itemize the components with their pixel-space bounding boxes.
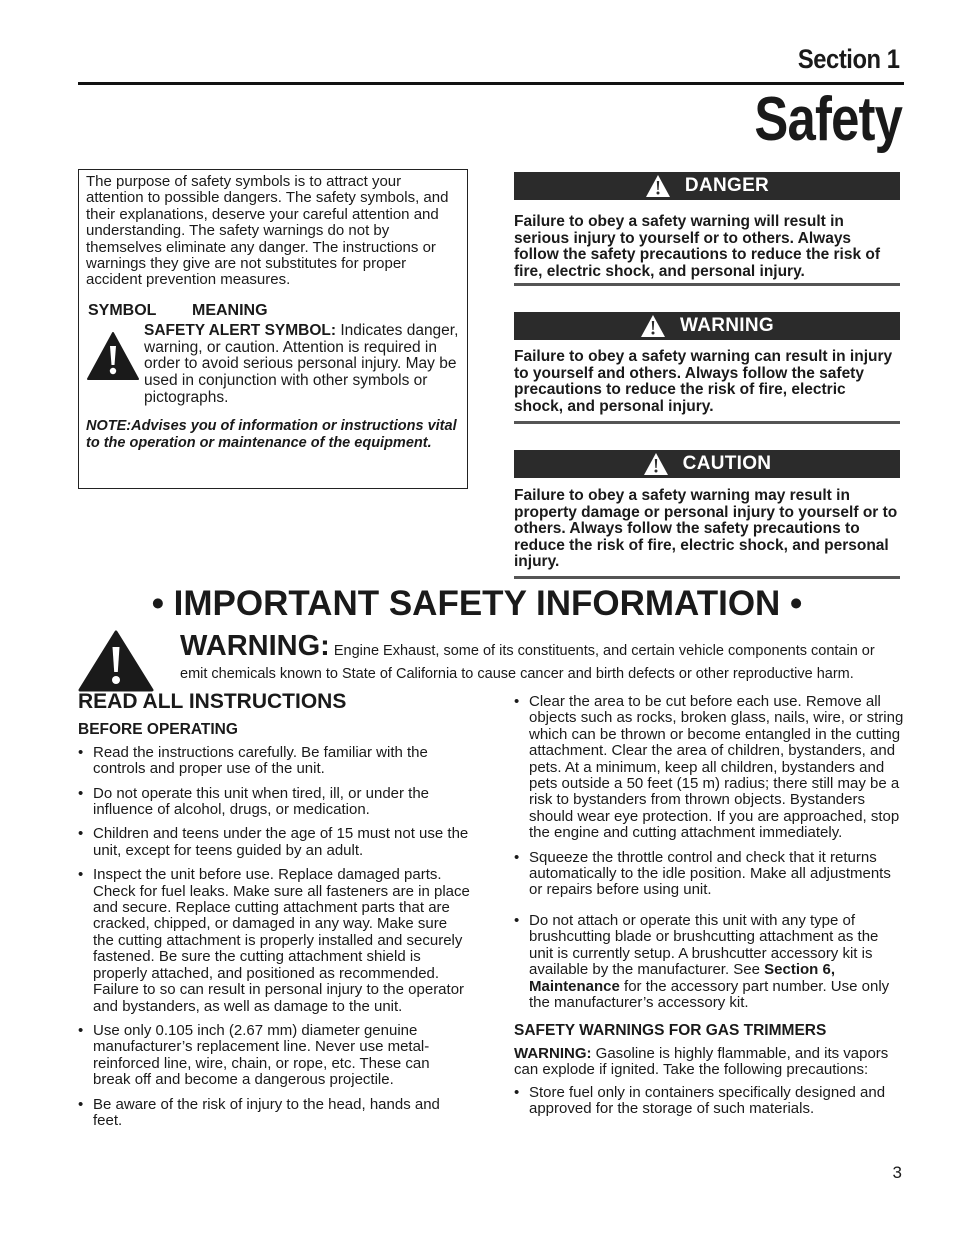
danger-rule	[514, 283, 900, 286]
page-number: 3	[892, 1163, 902, 1182]
before-operating-list	[78, 745, 470, 1130]
important-safety-title: • IMPORTANT SAFETY INFORMATION •	[151, 584, 803, 623]
california-warning-text-2: emit chemicals known to State of California to cause cancer and birth defects or other reproductive harm.	[180, 666, 854, 682]
brush-item-post: for the accessory part number. Use only the manufacturer’s accessory kit.	[529, 977, 890, 1011]
list-item: • Be aware of the risk of injury to the head, hands and feet.	[78, 1097, 470, 1130]
meaning-column-header: MEANING	[192, 301, 268, 319]
california-warning-line1	[180, 630, 910, 663]
gas-warning-text: Gasoline is highly flammable, and its vapors can explode if ignited. Take the following precautions:	[514, 1044, 889, 1079]
symbol-table-header	[86, 303, 460, 319]
brush-item-pre: Do not attach or operate this unit with any type of brushcutting blade or brushcutting attachment as the unit is currently setup. A brushcutter accessory kit is available by the manufacturer. See	[529, 911, 879, 979]
before-operating-heading: BEFORE OPERATING	[78, 721, 238, 739]
read-all-instructions-heading: READ ALL INSTRUCTIONS	[78, 690, 347, 713]
california-warning-label: WARNING:	[180, 630, 330, 662]
warning-triangle-icon	[86, 323, 144, 385]
gas-warning-label: WARNING:	[514, 1044, 592, 1062]
instructions-left-column	[78, 690, 470, 1137]
gas-trimmer-list	[514, 1085, 906, 1118]
list-item: • Read the instructions carefully. Be familiar with the controls and proper use of the unit.	[78, 745, 470, 778]
list-item	[514, 913, 906, 1011]
alert-symbol-row	[86, 323, 460, 406]
list-item: • Squeeze the throttle control and check that it returns automatically to the idle position. Make all adjustments or repairs before using unit.	[514, 850, 906, 899]
symbol-column-header: SYMBOL	[88, 301, 157, 319]
list-item: • Children and teens under the age of 15 must not use the unit, except for teens guided by an adult.	[78, 826, 470, 859]
warning-rule	[514, 421, 900, 424]
list-item: • Use only 0.105 inch (2.67 mm) diameter genuine manufacturer’s replacement line. Never use metal-reinforced line, wire, chain, or rope, etc. These can break off and become a dangerous projectile.	[78, 1023, 470, 1089]
warning-label: WARNING	[680, 315, 774, 336]
alert-symbol-description: Indicates danger, warning, or caution. Attention is required in order to avoid serious personal injury. May be used in conjunction with other symbols or pictographs.	[144, 322, 459, 406]
symbol-intro: The purpose of safety symbols is to attract your attention to possible dangers. The safety symbols, and their explanations, deserve your careful attention and understanding. The safety warnings do not by themselves eliminate any danger. The instructions or warnings they give are not substitutes for proper accident prevention measures.	[86, 173, 449, 289]
caution-label: CAUTION	[682, 453, 772, 474]
brush-item-ref: Section 6, Maintenance	[529, 961, 836, 995]
list-item: • Inspect the unit before use. Replace damaged parts. Check for fuel leaks. Make sure all fasteners are in place and secure. Replace cutting attachment parts that are cracked, chipped, or damaged in any way. Make sure the cutting attachment is properly installed and securely fastened. Be sure the cutting attachment shield is properly attached, and positioned as recommended. Failure to so can result in personal injury to the operator and bystanders, as well as damage to the unit.	[78, 867, 470, 1015]
warning-text: Failure to obey a safety warning can result in injury to yourself and others. Always follow the safety precautions to reduce the risk of fire, electric shock, and personal injury.	[514, 348, 893, 415]
section-label: Section 1	[798, 44, 900, 74]
gas-trimmer-heading: SAFETY WARNINGS FOR GAS TRIMMERS	[514, 1022, 827, 1040]
caution-alert-icon	[643, 452, 669, 476]
caution-rule	[514, 576, 900, 579]
caution-text: Failure to obey a safety warning may result in property damage or personal injury to yourself or to others. Always follow the safety precautions to reduce the risk of fire, electric shock, and personal injury.	[514, 487, 898, 571]
warning-bar	[514, 312, 900, 340]
california-warning-text-1: Engine Exhaust, some of its constituents, and certain vehicle components contain or	[329, 643, 875, 659]
alert-symbol-meaning	[144, 323, 460, 406]
gas-warning-paragraph	[514, 1046, 906, 1079]
note-text: NOTE:Advises you of information or instructions vital to the operation or maintenance of the equipment.	[86, 418, 457, 451]
alert-symbol-label: SAFETY ALERT SYMBOL:	[144, 322, 337, 340]
instructions-right-column	[514, 694, 906, 1125]
danger-text: Failure to obey a safety warning will result in serious injury to yourself or to others. Always follow the safety precautions to reduce the risk of fire, electric shock, and personal injury.	[514, 213, 881, 280]
caution-bar	[514, 450, 900, 478]
list-item: • Do not operate this unit when tired, ill, or under the influence of alcohol, drugs, or medication.	[78, 786, 470, 819]
symbol-explanation-box	[78, 169, 468, 489]
warning-alert-icon	[640, 314, 666, 338]
operating-list-continued	[514, 694, 906, 1011]
warning-triangle-icon	[78, 630, 154, 697]
danger-bar	[514, 172, 900, 200]
list-item: • Store fuel only in containers specifically designed and approved for the storage of such materials.	[514, 1085, 906, 1118]
list-item: • Clear the area to be cut before each use. Remove all objects such as rocks, broken glass, nails, wire, or string which can be thrown or become entangled in the cutting attachment. Clear the area of children, bystanders, and pets. At a minimum, keep all children, bystanders and pets outside a 50 feet (15 m) radius; there still may be a risk to bystanders from thrown objects. Bystanders should wear eye protection. If you are approached, stop the engine and cutting attachment immediately.	[514, 694, 906, 842]
danger-label: DANGER	[684, 175, 770, 196]
page-title: Safety	[754, 85, 902, 154]
danger-alert-icon	[645, 174, 671, 198]
